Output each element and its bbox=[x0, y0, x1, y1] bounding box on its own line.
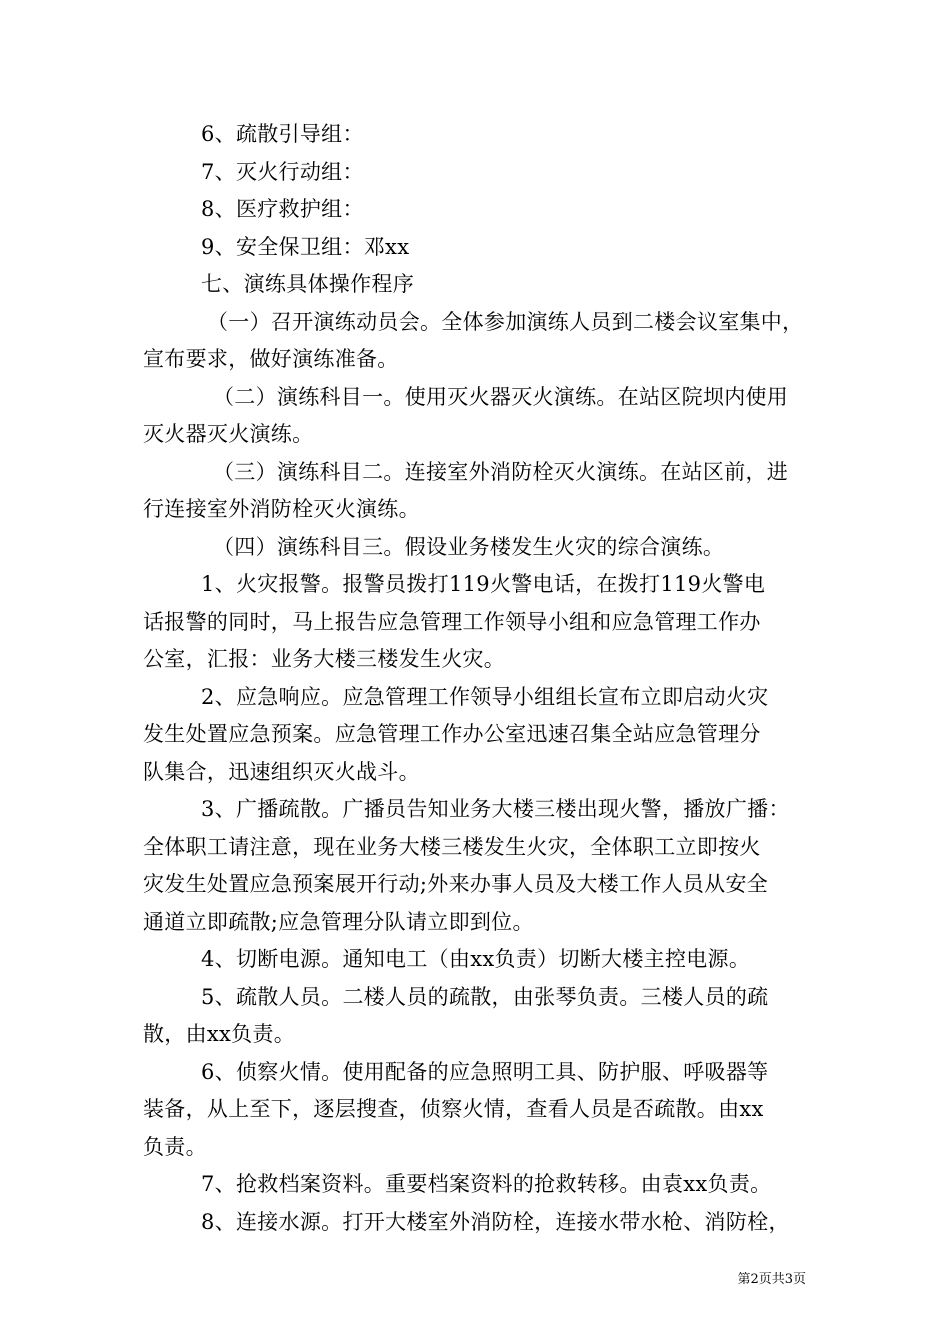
paragraph-line: 1、火灾报警。报警员拨打119火警电话，在拨打119火警电 bbox=[201, 572, 766, 596]
paragraph-line: （二）演练科目一。使用灭火器灭火演练。在站区院坝内使用 bbox=[213, 384, 789, 409]
paragraph-line: 7、灭火行动组： bbox=[201, 159, 364, 184]
paragraph-line: 通道立即疏散;应急管理分队请立即到位。 bbox=[143, 909, 534, 934]
paragraph-line: 5、疏散人员。二楼人员的疏散，由张琴负责。三楼人员的疏 bbox=[201, 984, 769, 1009]
document-body bbox=[143, 116, 815, 1241]
paragraph-line: 公室，汇报：业务大楼三楼发生火灾。 bbox=[143, 647, 506, 671]
paragraph-line: 灭火器灭火演练。 bbox=[143, 422, 314, 446]
paragraph-line: 灾发生处置应急预案展开行动;外来办事人员及大楼工作人员从安全 bbox=[143, 872, 769, 896]
paragraph-line: 负责。 bbox=[143, 1134, 207, 1159]
paragraph-line: 6、疏散引导组： bbox=[201, 122, 364, 146]
paragraph-line: （三）演练科目二。连接室外消防栓灭火演练。在站区前，进 bbox=[213, 459, 789, 484]
paragraph-line: （一）召开演练动员会。全体参加演练人员到二楼会议室集中， bbox=[207, 309, 804, 334]
paragraph-line: 行连接室外消防栓灭火演练。 bbox=[143, 497, 420, 521]
paragraph-line: 8、医疗救护组： bbox=[201, 197, 364, 221]
paragraph-line: 装备，从上至下，逐层搜查，侦察火情，查看人员是否疏散。由xx bbox=[143, 1097, 764, 1121]
paragraph-line: 6、侦察火情。使用配备的应急照明工具、防护服、呼吸器等 bbox=[201, 1059, 769, 1084]
section-heading: 七、演练具体操作程序 bbox=[201, 272, 414, 296]
paragraph-line: 话报警的同时，马上报告应急管理工作领导小组和应急管理工作办 bbox=[143, 609, 761, 634]
paragraph-line: 2、应急响应。应急管理工作领导小组组长宣布立即启动火灾 bbox=[201, 684, 769, 709]
paragraph-line: 队集合，迅速组织灭火战斗。 bbox=[143, 759, 420, 784]
paragraph-line: 9、安全保卫组：邓xx bbox=[201, 234, 410, 259]
paragraph-line: 散，由xx负责。 bbox=[143, 1022, 296, 1046]
paragraph-line: 8、连接水源。打开大楼室外消防栓，连接水带水枪、消防栓， bbox=[201, 1209, 790, 1234]
paragraph-line: 全体职工请注意，现在业务大楼三楼发生火灾，全体职工立即按火 bbox=[143, 834, 761, 859]
paragraph-line: 发生处置应急预案。应急管理工作办公室迅速召集全站应急管理分 bbox=[143, 722, 761, 746]
paragraph-line: 7、抢救档案资料。重要档案资料的抢救转移。由袁xx负责。 bbox=[201, 1172, 772, 1196]
paragraph-line: 宣布要求，做好演练准备。 bbox=[143, 347, 399, 371]
paragraph-line: （四）演练科目三。假设业务楼发生火灾的综合演练。 bbox=[213, 534, 725, 559]
paragraph-line: 4、切断电源。通知电工（由xx负责）切断大楼主控电源。 bbox=[201, 947, 751, 971]
page-number-footer: 第2页共3页 bbox=[737, 1272, 806, 1287]
paragraph-line: 3、广播疏散。广播员告知业务大楼三楼出现火警，播放广播： bbox=[201, 797, 790, 821]
